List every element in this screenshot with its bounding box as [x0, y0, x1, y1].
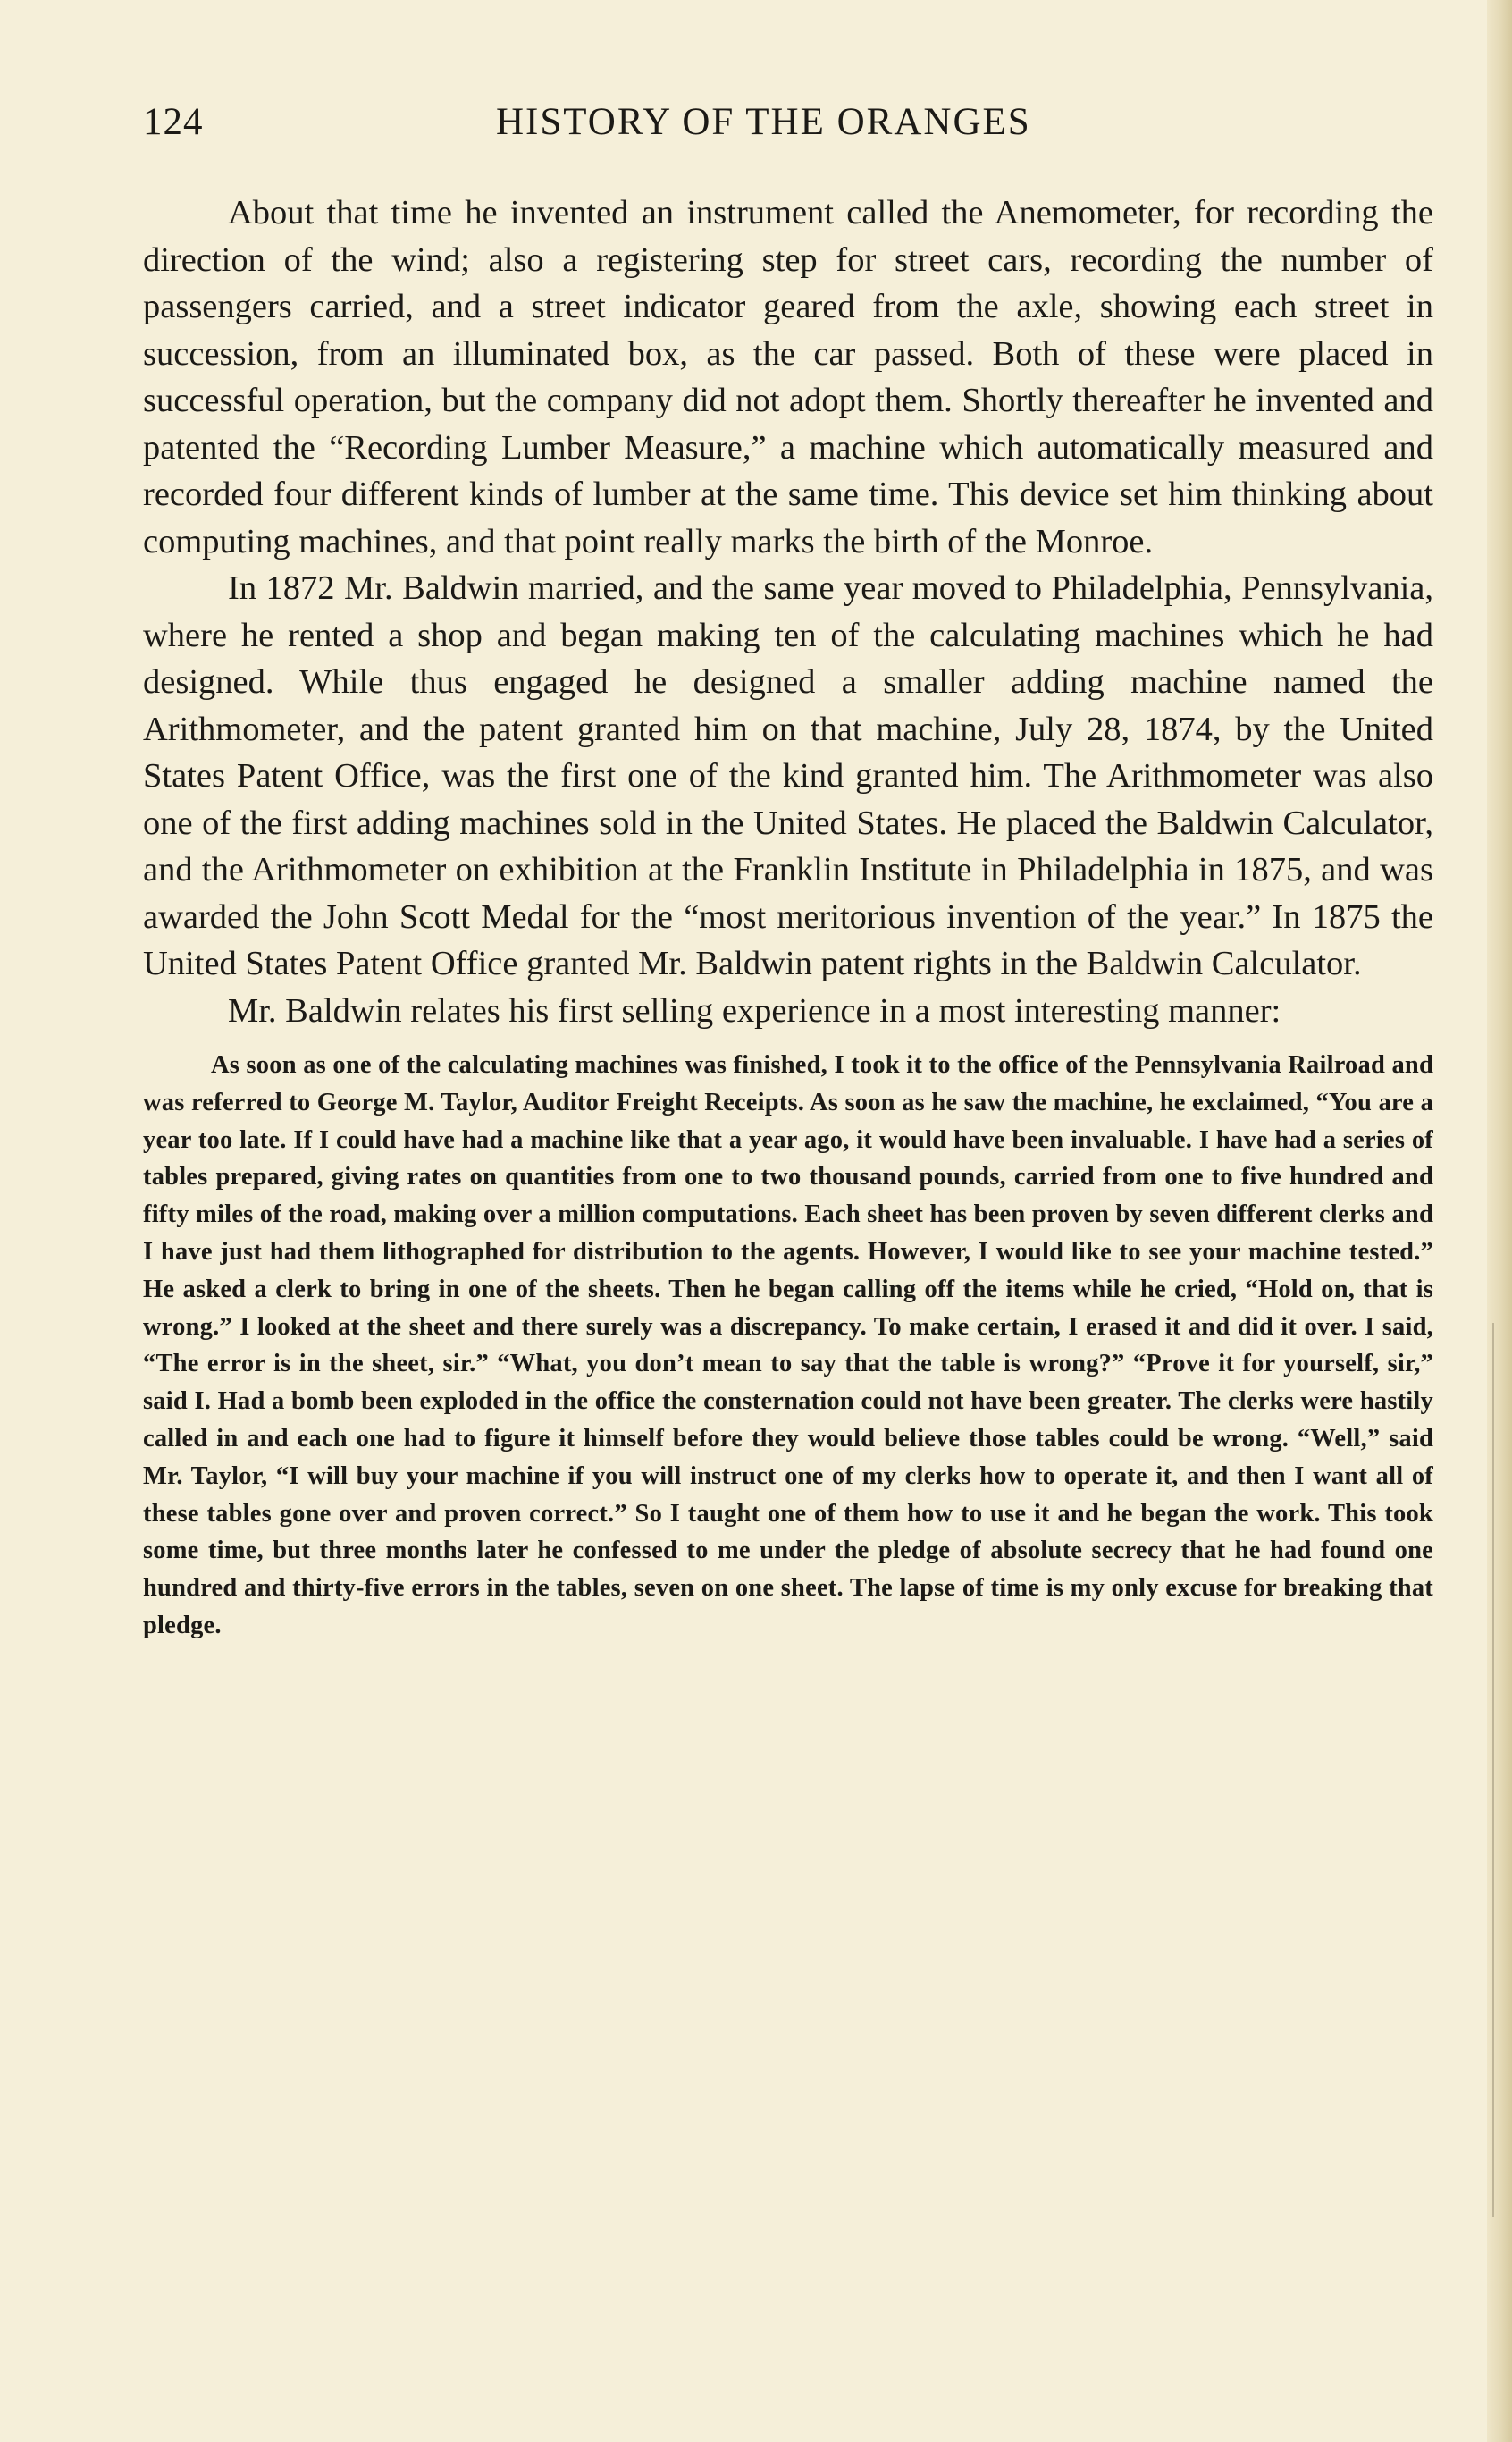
book-title: HISTORY OF THE ORANGES: [496, 101, 1031, 143]
page-number: 124: [143, 101, 204, 143]
page-edge: [1487, 0, 1512, 2442]
paragraph-selling-intro: Mr. Baldwin relates his first selling experience in a most interesting manner:: [228, 991, 1281, 1030]
paragraph-anemometer: About that time he invented an instrument called the Anemometer, for recording the direction of the wind; also a registering step for street cars, recording the number of passengers carried, and a street indicator geared from the axle, showing each street in succession, from an illuminated box, as the car passed. Both of these were placed in successful operation, but the company did not adopt them. Shortly thereafter he invented and patented the “Recording Lumber Measure,” a machine which automatically measured and recorded four different kinds of lumber at the same time. This device set him thinking about computing machines, and that point really marks the birth of the Monroe.: [143, 194, 1433, 560]
block-quote: As soon as one of the calculating machines was finished, I took it to the office of the Pennsylvania Railroad and was referred to George M. Taylor, Auditor Freight Receipts. As soon as he saw the machine, he exclaimed, “You are a year too late. If I could have had a machine like that a year ago, it would have been invaluable. I have had a series of tables prepared, giving rates on quantities from one to two thousand pounds, carried from one to five hundred and fifty miles of the road, making over a million computations. Each sheet has been proven by seven different clerks and I have just had them lithographed for distribution to the agents. However, I would like to see your machine tested.” He asked a clerk to bring in one of the sheets. Then he began calling off the items while he cried, “Hold on, that is wrong.” I looked at the sheet and there surely was a discrepancy. To make certain, I erased it and did it over. I said, “The error is in the sheet, sir.” “What, you don’t mean to say that the table is wrong?” “Prove it for yourself, sir,” said I. Had a bomb been exploded in the office the consternation could not have been greater. The clerks were hastily called in and each one had to figure it himself before they would believe those tables could be wrong. “Well,” said Mr. Taylor, “I will buy your machine if you will instruct one of my clerks how to operate it, and then I want all of these tables gone over and proven correct.” So I taught one of them how to use it and he began the work. This took some time, but three months later he confessed to me under the pledge of absolute secrecy that he had found one hundred and thirty-five errors in the tables, seven on one sheet. The lapse of time is my only excuse for breaking that pledge.: [143, 1051, 1433, 1639]
running-head: [143, 100, 1433, 154]
paragraph-baldwin-1872: In 1872 Mr. Baldwin married, and the same year moved to Philadelphia, Pennsylvania, where he rented a shop and began making ten of the calculating machines which he had designed. While thus engaged he designed a smaller adding machine named the Arithmometer, and the patent granted him on that machine, July 28, 1874, by the United States Patent Office, was the first one of the kind granted him. The Arithmometer was also one of the first adding machines sold in the United States. He placed the Baldwin Calculator, and the Arithmometer on exhibition at the Franklin Institute in Philadelphia in 1875, and was awarded the John Scott Medal for the “most meritorious invention of the year.” In 1875 the United States Patent Office granted Mr. Baldwin patent rights in the Baldwin Calculator.: [143, 569, 1433, 982]
page-edge-shadow: [1492, 1323, 1494, 2217]
text-block: [143, 189, 1433, 1670]
